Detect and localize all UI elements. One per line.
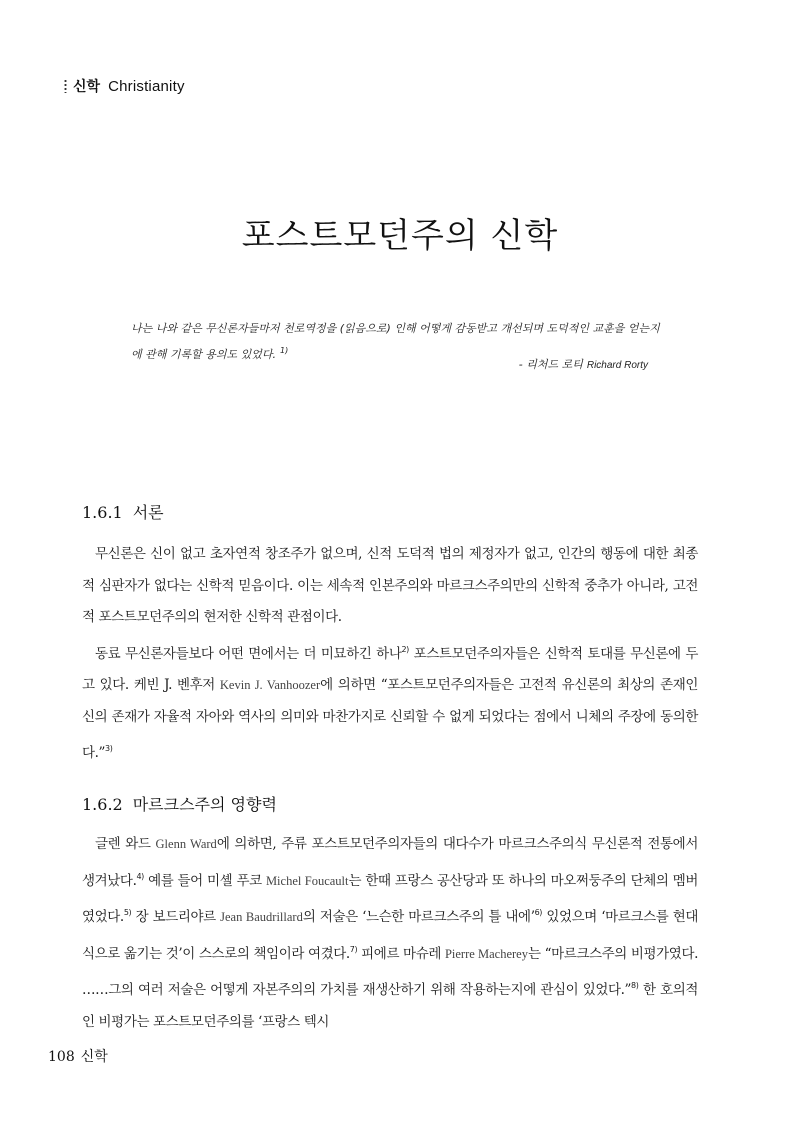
section-body-intro <box>82 539 698 770</box>
page-footer <box>48 1046 108 1066</box>
running-header <box>64 76 185 96</box>
footnote-ref: 8) <box>631 981 639 990</box>
epigraph-attribution <box>519 356 648 372</box>
header-korean: 신학 <box>73 79 101 95</box>
section-number: 1.6.2 <box>82 795 123 814</box>
footnote-ref: 1) <box>280 346 289 355</box>
english-name: Michel Foucault <box>265 873 349 888</box>
footnote-ref: 4) <box>136 871 144 881</box>
section-number: 1.6.1 <box>82 503 123 522</box>
footnote-ref: 7) <box>349 944 358 954</box>
paragraph: 글렌 와드 Glenn Ward에 의하면, 주류 포스트모던주의자들의 대다수가 마르크스주의식 무신론적 전통에서 생겨났다.$^{4)}$ 예를 들어 미셸 푸코 Michel Foucault는 한때 프랑스 공산당과 또 하나의 마오쩌둥주의 단체의 멤버였었다.$^{5)}$ 장 보드리야르 Jean Baudrillard의 저술은 ‘느슨한 마르크스주의 틀 내에’$^{6)}$ 있었으며 ‘마르크스를 현대식으로 옮기는 것’이 스스로의 책임이라 여겼다.$^{7)}$ 피에르 마슈레 Pierre Macherey는 “마르크스주의 비평가였다. ……그의 여러 저술은 어떻게 자본주의의 가치를 재생산하기 위해 작용하는지에 관심이 있었다.”$^{8)}$ 한 호의적인 비평가는 포스트모던주의를 ‘프랑스 텍시 <box>82 836 699 1030</box>
paragraph: 동료 무신론자들보다 어떤 면에서는 더 미묘하긴 하나$^{2)}$ 포스트모던주의자들은 신학적 토대를 무신론에 두고 있다. 케빈 J. 벤후저 Kevin J. Vanhoozer에 의하면 “포스트모던주의자들은 고전적 유신론의 최상의 존재인 신의 존재가 자율적 자아와 역사의 의미와 마찬가지로 신뢰할 수 없게 되었다는 점에서 니체의 주장에 동의한다.”$^{3)}$ <box>82 644 699 761</box>
dotted-marker-icon <box>64 79 67 93</box>
english-name: Jean Baudrillard <box>220 910 303 924</box>
epigraph-text: 나는 나와 같은 무신론자들마저 천로역정을 (읽음으로) 인해 어떻게 감동받고 개선되며 도덕적인 교훈을 얻는지 에 관해 기록할 용의도 있었다. <box>131 322 660 361</box>
chapter-title: 포스트모던주의 신학 <box>241 216 559 256</box>
header-english: Christianity <box>108 77 185 95</box>
footnote-ref: 5) <box>123 908 132 917</box>
attribution-english: Richard Rorty <box>586 360 648 371</box>
footnote-ref: 6) <box>534 908 543 917</box>
english-name: Glenn Ward <box>155 837 217 851</box>
footnote-ref: 3) <box>105 744 113 753</box>
paragraph: 무신론은 신이 없고 초자연적 창조주가 없으며, 신적 도덕적 법의 제정자가 없고, 인간의 행동에 대한 최종적 심판자가 없다는 신학적 믿음이다. 이는 세속적 인본주의와 마르크스주의만의 신학적 중추가 아니라, 고전적 포스트모던주의의 현저한 신학적 관점이다. <box>82 546 698 625</box>
footer-label: 신학 <box>80 1049 108 1065</box>
section-title: 서론 <box>132 503 164 522</box>
footnote-ref: 2) <box>401 644 409 654</box>
section-title: 마르크스주의 영향력 <box>132 795 277 814</box>
section-heading-intro <box>82 500 164 523</box>
page-number: 108 <box>48 1049 75 1065</box>
english-name: Kevin J. Vanhoozer <box>219 678 321 692</box>
section-heading-marxism <box>82 792 277 815</box>
english-name: Pierre Macherey <box>444 946 528 961</box>
attribution-korean: - 리처드 로티 <box>518 358 583 371</box>
section-body-marxism <box>82 829 698 1038</box>
